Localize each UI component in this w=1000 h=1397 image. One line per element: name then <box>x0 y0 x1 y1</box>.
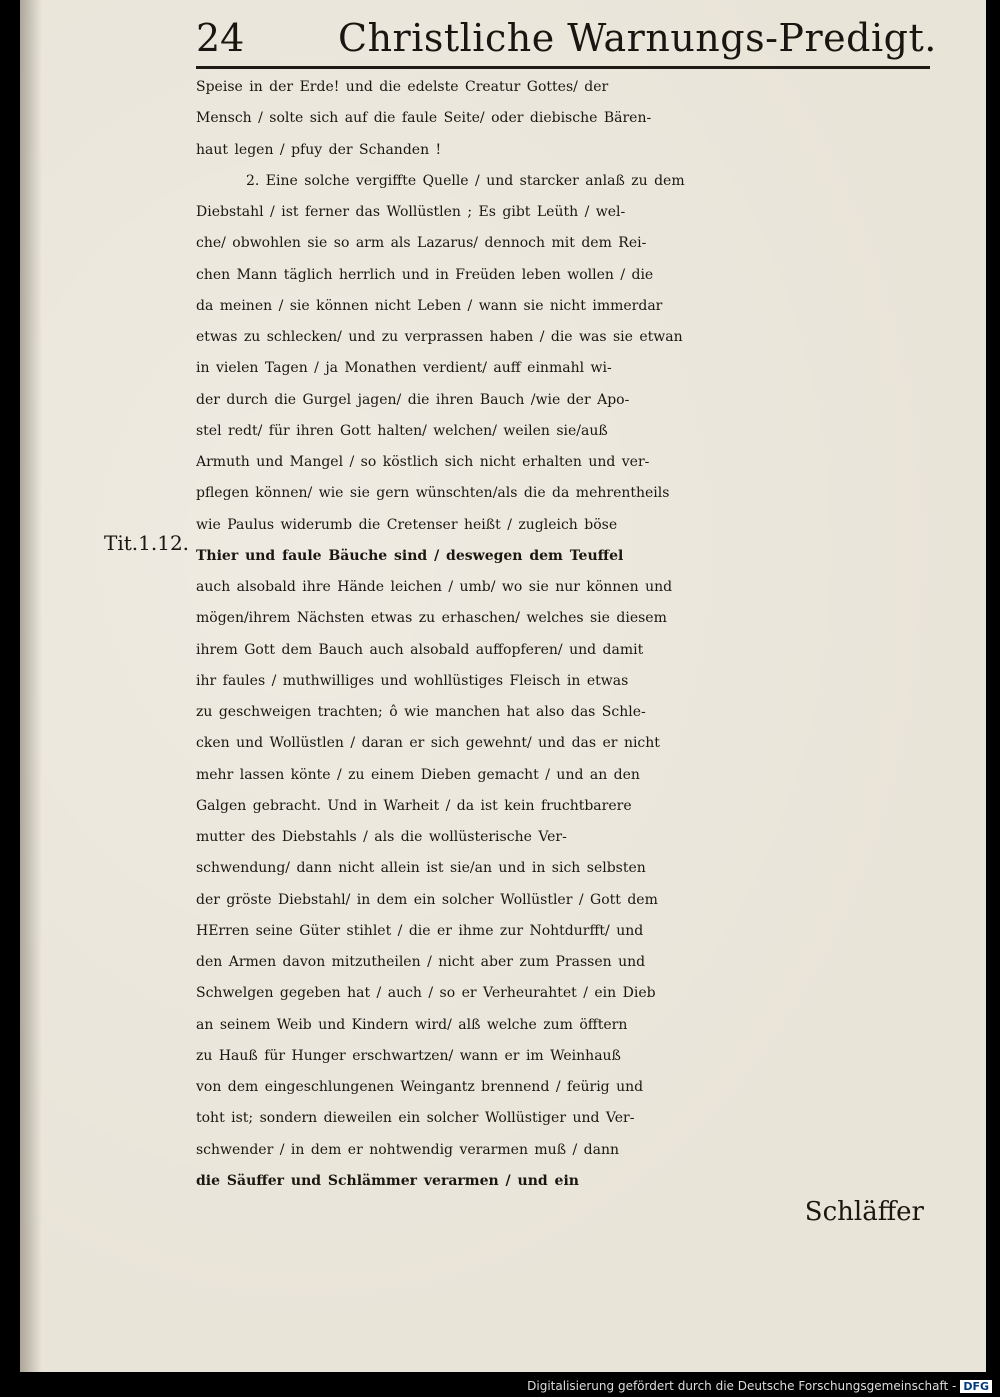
text-line: mehr lassen könte / zu einem Dieben gemacht / und an den <box>196 766 640 783</box>
running-title: Christliche Warnungs-Predigt. <box>338 16 937 60</box>
text-line: schwender / in dem er nohtwendig verarmen muß / dann <box>196 1141 620 1158</box>
text-line: haut legen / pfuy der Schanden ! <box>196 141 442 158</box>
text-line: Galgen gebracht. Und in Warheit / da ist kein fruchtbarere <box>196 797 632 814</box>
running-header <box>196 12 936 60</box>
text-line: chen Mann täglich herrlich und in Freüden leben wollen / die <box>196 266 654 283</box>
text-line-emphasis: Thier und faule Bäuche sind / deswegen dem Teuffel <box>196 547 624 564</box>
text-line: Speise in der Erde! und die edelste Creatur Gottes/ der <box>196 79 609 95</box>
text-line: zu geschweigen trachten; ô wie manchen hat also das Schle- <box>196 704 646 720</box>
text-line: auch alsobald ihre Hände leichen / umb/ wo sie nur können und <box>196 579 673 595</box>
text-line: Schwelgen gegeben hat / auch / so er Verheurahtet / ein Dieb <box>196 985 656 1002</box>
text-line: pflegen können/ wie sie gern wünschten/als die da mehrentheils <box>196 485 670 502</box>
text-line-emphasis: die Säuffer und Schlämmer verarmen / und ein <box>196 1172 579 1189</box>
dfg-logo: DFG <box>960 1380 992 1393</box>
text-line: wie Paulus widerumb die Cretenser heißt / zugleich böse <box>196 516 618 533</box>
margin-note: Tit.1.12. <box>104 531 190 555</box>
text-line: der gröste Diebstahl/ in dem ein solcher Wollüstler / Gott dem <box>196 891 658 908</box>
text-line: stel redt/ für ihren Gott halten/ welchen/ weilen sie/auß <box>196 422 608 439</box>
text-line: Mensch / solte sich auf die faule Seite/ oder diebische Bären- <box>196 110 652 127</box>
text-line: da meinen / sie können nicht Leben / wann sie nicht immerdar <box>196 297 663 314</box>
text-line: den Armen davon mitzutheilen / nicht aber zum Prassen und <box>196 954 646 970</box>
catchword: Schläffer <box>804 1197 924 1227</box>
text-line: ihrem Gott dem Bauch auch alsobald auffopferen/ und damit <box>196 641 644 658</box>
text-line: Armuth und Mangel / so köstlich sich nicht erhalten und ver- <box>196 454 650 470</box>
text-line: mutter des Diebstahls / als die wollüsterische Ver- <box>196 829 567 845</box>
text-line: HErren seine Güter stihlet / die er ihme zur Nohtdurfft/ und <box>196 922 644 939</box>
text-line: schwendung/ dann nicht allein ist sie/an und in sich selbsten <box>196 860 646 877</box>
text-line: Diebstahl / ist ferner das Wollüstlen ; Es gibt Leüth / wel- <box>196 204 626 220</box>
text-line: zu Hauß für Hunger erschwartzen/ wann er im Weinhauß <box>196 1047 621 1064</box>
digitization-credit <box>527 1379 992 1393</box>
text-line: ihr faules / muthwilliges und wohllüstiges Fleisch in etwas <box>196 672 629 689</box>
text-line: von dem eingeschlungenen Weingantz brennend / feürig und <box>196 1079 644 1095</box>
text-line: cken und Wollüstlen / daran er sich gewehnt/ und das er nicht <box>196 735 660 752</box>
text-line: 2. Eine solche vergiffte Quelle / und starcker anlaß zu dem <box>246 172 685 189</box>
page-gutter <box>20 0 42 1372</box>
text-line: mögen/ihrem Nächsten etwas zu erhaschen/ welches sie diesem <box>196 610 667 627</box>
book-page <box>20 0 986 1372</box>
text-line: toht ist; sondern dieweilen ein solcher Wollüstiger und Ver- <box>196 1110 635 1127</box>
text-line: etwas zu schlecken/ und zu verprassen haben / die was sie etwan <box>196 329 683 345</box>
text-line: an seinem Weib und Kindern wird/ alß welche zum öfftern <box>196 1016 628 1033</box>
text-line: in vielen Tagen / ja Monathen verdient/ auff einmahl wi- <box>196 360 612 377</box>
text-line: che/ obwohlen sie so arm als Lazarus/ dennoch mit dem Rei- <box>196 235 647 252</box>
credit-text: Digitalisierung gefördert durch die Deutsche Forschungsgemeinschaft - <box>527 1379 957 1393</box>
page-number: 24 <box>196 16 245 60</box>
text-line: der durch die Gurgel jagen/ die ihren Bauch /wie der Apo- <box>196 391 630 408</box>
body-text <box>196 72 932 1228</box>
header-rule <box>196 66 930 69</box>
